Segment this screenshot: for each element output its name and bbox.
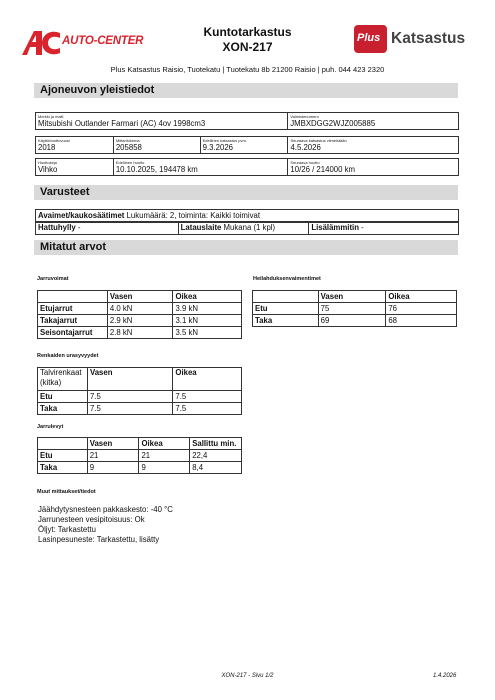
shocks-cell: 68: [386, 315, 457, 327]
tires-header-row: [38, 368, 242, 391]
heater-label: Lisälämmitin: [311, 223, 359, 232]
page-number: XON-217 - Sivu 1/2: [221, 673, 274, 679]
next-service-cell: [288, 159, 459, 176]
shocks-header-row: [253, 291, 457, 303]
shocks-header-cell: [253, 291, 319, 303]
discs-cell: 9: [139, 462, 190, 474]
shocks-table: [252, 290, 457, 327]
discs-cell: 21: [87, 450, 139, 462]
section-measurements: Mitatut arvot: [34, 240, 458, 255]
list-item: Jarrunesteen vesipitoisuus: Ok: [38, 515, 145, 524]
next-inspection-cell: [288, 137, 459, 154]
table-row: [38, 462, 242, 474]
tires-row-label: Taka: [38, 403, 88, 415]
vin-cell: [288, 113, 459, 130]
brakes-row-label: Takajarrut: [38, 315, 108, 327]
equipment-items-table: [35, 221, 459, 235]
table-row: [38, 303, 242, 315]
heater-value: -: [359, 223, 364, 232]
discs-table: [37, 437, 242, 474]
table-row: [38, 391, 242, 403]
table-row: [38, 450, 242, 462]
vehicle-info-table: [35, 112, 459, 130]
shocks-cell: 69: [318, 315, 386, 327]
katsastus-word: Katsastus: [391, 30, 466, 47]
last-inspection-label: Edellinen katsastus pvm.: [202, 138, 247, 143]
brakes-cell: 2.9 kN: [107, 315, 173, 327]
brakes-cell: 3.1 kN: [173, 315, 242, 327]
list-item: Lasinpesuneste: Tarkastettu, lisätty: [38, 535, 160, 544]
tires-header-cell: Vasen: [87, 368, 172, 391]
shelf-cell: [36, 222, 179, 235]
keys-value: Lukumäärä: 2, toiminta: Kaikki toimivat: [124, 211, 261, 220]
tires-cell: 7.5: [87, 391, 172, 403]
service-book-value: Vihko: [38, 165, 58, 174]
discs-row-label: Taka: [38, 462, 88, 474]
discs-row-label: Etu: [38, 450, 88, 462]
last-inspection-cell: [200, 137, 288, 154]
discs-header-cell: [38, 438, 88, 450]
brakes-title: Jarruvoimat: [37, 276, 69, 282]
shelf-label: Hattuhylly: [38, 223, 76, 232]
discs-cell: 9: [87, 462, 139, 474]
auto-center-logo-text: AUTO-CENTER: [62, 35, 144, 47]
table-row: [38, 327, 242, 339]
list-item: Öljyt: Tarkastettu: [38, 525, 96, 534]
odometer-cell: [113, 137, 200, 154]
brakes-header-cell: [38, 291, 108, 303]
vehicle-dates-table: [35, 136, 459, 154]
plus-badge: [354, 25, 387, 53]
tires-header-cell: Oikea: [173, 368, 242, 391]
tires-cell: 7.5: [87, 403, 172, 415]
discs-title: Jarrulevyt: [37, 424, 64, 430]
other-measurements-title: Muut mittaukset/tiedot: [37, 489, 96, 495]
odometer-label: Mittarilukema: [115, 138, 140, 143]
document-title: [150, 25, 345, 55]
other-measurements-list: [38, 505, 173, 545]
table-row: [38, 315, 242, 327]
tires-title: Renkaiden urasyvyydet: [37, 353, 99, 359]
shocks-cell: 76: [386, 303, 457, 315]
discs-header-row: [38, 438, 242, 450]
discs-header-cell: Vasen: [87, 438, 139, 450]
keys-label: Avaimet/kaukosäätimet: [38, 211, 125, 220]
shelf-value: -: [75, 223, 81, 232]
prev-service-label: Edellinen huolto: [115, 160, 145, 165]
brakes-header-cell: Oikea: [173, 291, 242, 303]
footer-date: 1.4.2026: [433, 673, 457, 679]
next-service-label: Seuraava huolto: [290, 160, 320, 165]
next-inspection-label: Seuraava katsastus viimeistään: [290, 138, 347, 143]
shocks-row-label: Etu: [253, 303, 319, 315]
tires-header-cell: Talvirenkaat (kitka): [38, 368, 88, 391]
address-line: Plus Katsastus Raisio, Tuotekatu | Tuotekatu 8b 21200 Raisio | puh. 044 423 2320: [110, 65, 385, 74]
charger-cell: [178, 222, 309, 235]
brakes-header-row: [38, 291, 242, 303]
vin-label: Valmistenumero: [290, 114, 319, 119]
brakes-cell: 2.8 kN: [107, 327, 173, 339]
shocks-row-label: Taka: [253, 315, 319, 327]
list-item: Jäähdytysnesteen pakkaskesto: -40 °C: [38, 505, 173, 514]
first-reg-label: Käyttöönottovuosi: [38, 138, 70, 143]
plus-badge-text: Plus: [357, 32, 381, 44]
shocks-title: Heilahduksenvaimentimet: [253, 276, 321, 282]
odometer-value: 205858: [115, 143, 142, 152]
heater-cell: [309, 222, 459, 235]
tires-cell: 7.5: [173, 403, 242, 415]
brakes-row-label: Etujarrut: [38, 303, 108, 315]
title-text: Kuntotarkastus: [203, 25, 292, 39]
table-row: [253, 303, 457, 315]
first-reg-value: 2018: [38, 143, 56, 152]
plus-katsastus-logo: [354, 25, 474, 53]
next-service-value: 10/26 / 214000 km: [290, 165, 356, 174]
tires-row-label: Etu: [38, 391, 88, 403]
charger-label: Latauslaite: [180, 223, 222, 232]
brakes-cell: 4.0 kN: [107, 303, 173, 315]
section-equipment: Varusteet: [34, 185, 458, 200]
service-book-cell: [36, 159, 114, 176]
brakes-cell: 3.5 kN: [173, 327, 242, 339]
discs-header-cell: Oikea: [139, 438, 190, 450]
charger-value: Mukana (1 kpl): [221, 223, 276, 232]
brakes-header-cell: Vasen: [107, 291, 173, 303]
vin-value: JMBXDGG2WJZ005885: [290, 119, 376, 128]
prev-service-value: 10.10.2025, 194478 km: [115, 165, 198, 174]
discs-cell: 22,4: [190, 450, 242, 462]
vehicle-service-table: [35, 158, 459, 176]
auto-center-logo-mark: [20, 27, 64, 57]
brakes-table: [37, 290, 242, 339]
service-book-label: Huoltokirja: [38, 160, 57, 165]
brakes-cell: 3.9 kN: [173, 303, 242, 315]
table-row: [253, 315, 457, 327]
table-row: [38, 403, 242, 415]
plate-text: XON-217: [222, 40, 273, 54]
auto-center-logo: [20, 27, 148, 57]
discs-header-cell: Sallittu min.: [190, 438, 242, 450]
make-model-value: Mitsubishi Outlander Farmari (AC) 4ov 1998cm3: [38, 119, 206, 128]
discs-cell: 21: [139, 450, 190, 462]
shocks-header-cell: Oikea: [386, 291, 457, 303]
last-inspection-value: 9.3.2026: [202, 143, 233, 152]
section-vehicle-info: Ajoneuvon yleistiedot: [34, 83, 458, 98]
prev-service-cell: [113, 159, 288, 176]
make-model-label: Merkki ja malli: [38, 114, 64, 119]
tires-table: [37, 367, 242, 415]
brakes-row-label: Seisontajarrut: [38, 327, 108, 339]
discs-cell: 8,4: [190, 462, 242, 474]
first-reg-cell: [36, 137, 114, 154]
tires-cell: 7.5: [173, 391, 242, 403]
make-model-cell: [36, 113, 288, 130]
shocks-cell: 75: [318, 303, 386, 315]
next-inspection-value: 4.5.2026: [290, 143, 321, 152]
shocks-header-cell: Vasen: [318, 291, 386, 303]
